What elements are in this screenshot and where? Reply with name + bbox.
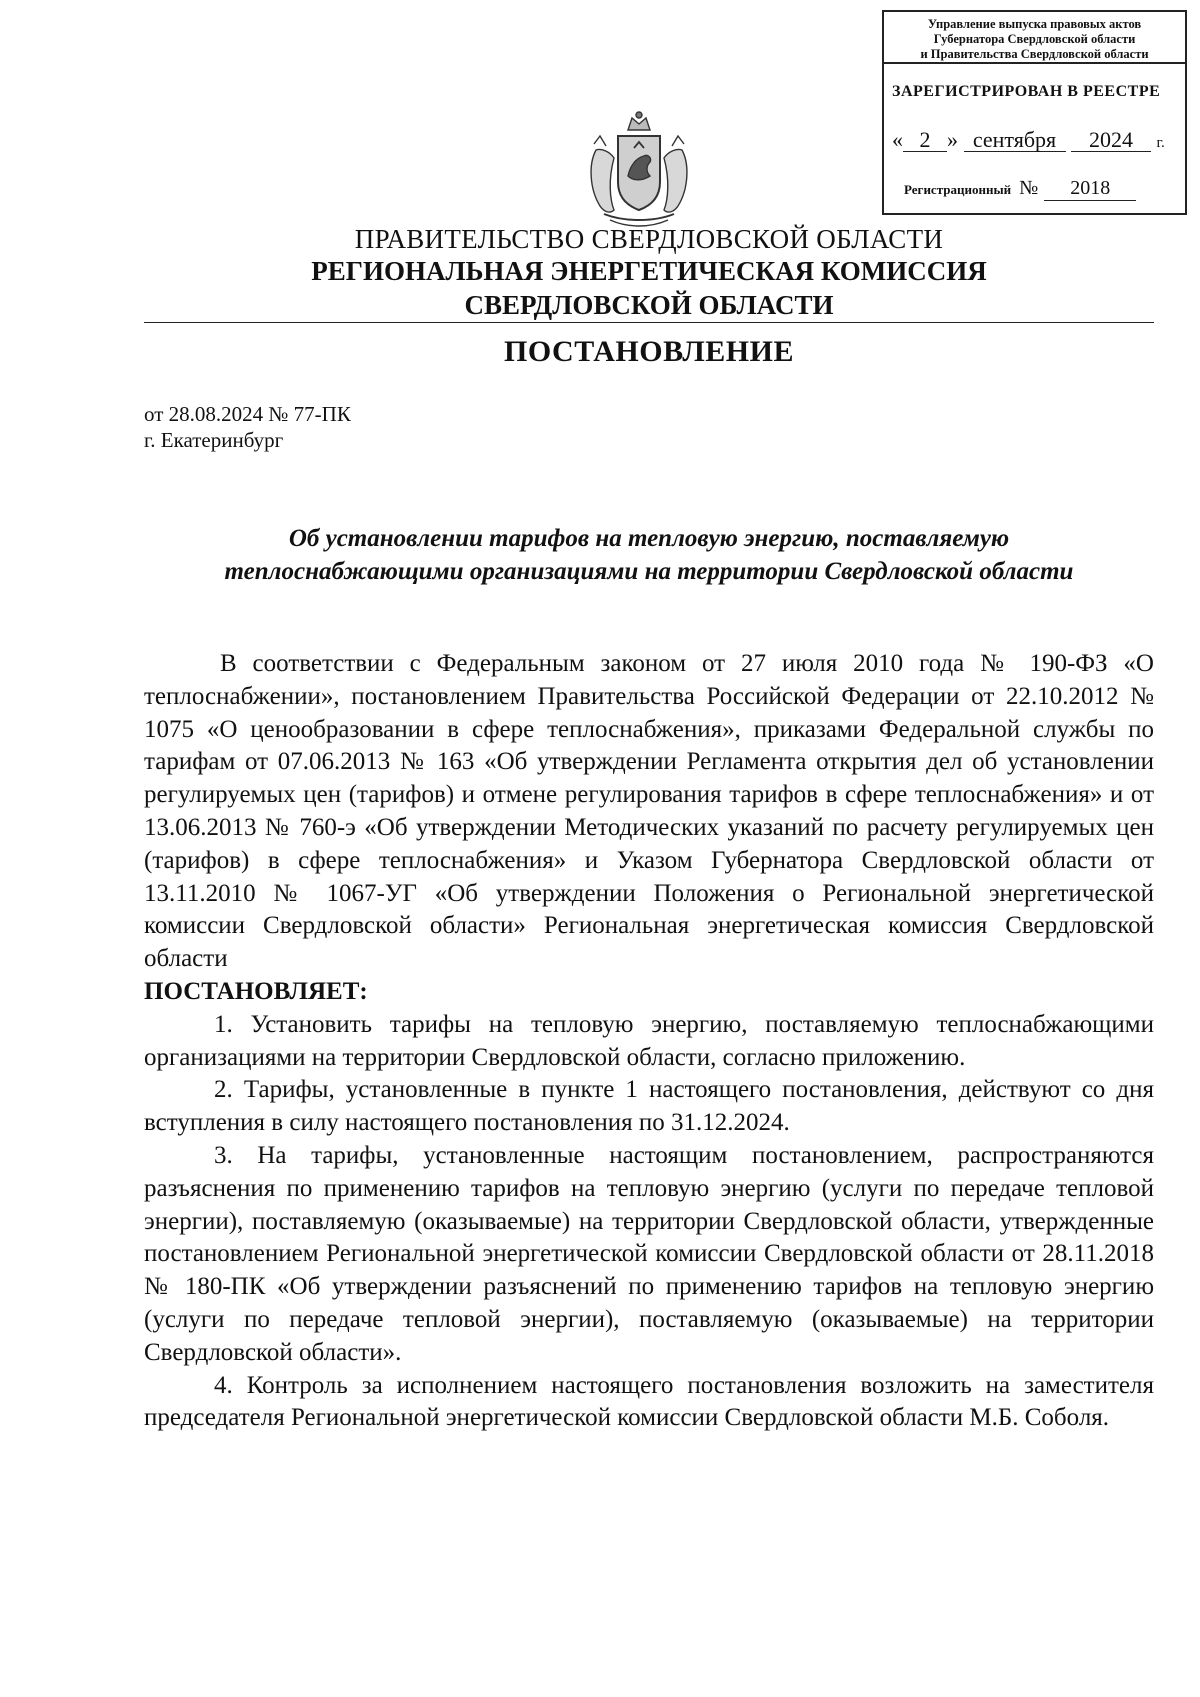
document-date-number: от 28.08.2024 № 77-ПК — [144, 402, 351, 426]
document-city: г. Екатеринбург — [144, 428, 284, 452]
title-line: теплоснабжающими организациями на территории Свердловской области — [224, 558, 1074, 585]
coat-of-arms-icon — [584, 110, 694, 232]
stamp-header — [884, 12, 1185, 64]
stamp-month: сентября — [964, 129, 1066, 152]
clause-3: 3. На тарифы, установленные настоящим постановлением, распространяются разъяснения по применению тарифов на тепловую энергию (услуги по передаче тепловой энергии), поставляемую (оказываемые) на территории Свердловской области, утвержденные постановлением Региональной энергетической комиссии Свердловской области от 28.11.2018 № 180-ПК «Об утверждении разъяснений по применению тарифов на тепловую энергию (услуги по передаче тепловой энергии), поставляемую (оказываемые) на территории Свердловской области». — [144, 1141, 1154, 1366]
commission-heading: РЕГИОНАЛЬНАЯ ЭНЕРГЕТИЧЕСКАЯ КОМИССИЯ — [311, 256, 987, 286]
document-type: ПОСТАНОВЛЕНИЕ — [504, 335, 794, 368]
document-title — [144, 522, 1154, 588]
stamp-reg-label: Регистрационный — [904, 182, 1012, 197]
header-divider — [144, 322, 1154, 323]
stamp-reg-number — [904, 177, 1136, 201]
preamble-paragraph: В соответствии с Федеральным законом от 27 июля 2010 года № 190-ФЗ «О теплоснабжении», постановлением Правительства Российской Федерации от 22.10.2012 № 1075 «О ценообразовании в сфере теплоснабжения», приказами Федеральной службы по тарифам от 07.06.2013 № 163 «Об утверждении Регламента открытия дел об установлении регулируемых цен (тарифов) и отмене регулирования тарифов в сфере теплоснабжения» и от 13.06.2013 № 760-э «Об утверждении Методических указаний по расчету регулируемых цен (тарифов) в сфере теплоснабжения» и Указом Губернатора Свердловской области от 13.11.2010 № 1067-УГ «Об утверждении Положения о Региональной энергетической комиссии Свердловской области» Региональная энергетическая комиссия Свердловской области — [144, 650, 1154, 973]
stamp-open-quote: « — [892, 127, 903, 152]
registration-stamp — [882, 10, 1187, 215]
stamp-header-line: Губернатора Свердловской области — [933, 32, 1136, 46]
clause-2: 2. Тарифы, установленные в пункте 1 настоящего постановления, действуют со дня вступления в силу настоящего постановления по 31.12.2024. — [144, 1076, 1154, 1137]
clause-1: 1. Установить тарифы на тепловую энергию, поставляемую теплоснабжающими организациями на территории Свердловской области, согласно приложению. — [144, 1010, 1154, 1071]
document-body — [144, 648, 1154, 1435]
stamp-num-sign: № — [1019, 177, 1039, 199]
clause-4: 4. Контроль за исполнением настоящего постановления возложить на заместителя председателя Региональной энергетической комиссии Свердловской области М.Б. Соболя. — [144, 1371, 1154, 1432]
stamp-year-suffix: г. — [1156, 135, 1165, 151]
stamp-date — [892, 127, 1165, 153]
government-heading: ПРАВИТЕЛЬСТВО СВЕРДЛОВСКОЙ ОБЛАСТИ — [354, 224, 944, 254]
stamp-header-line: Управление выпуска правовых актов — [927, 17, 1142, 31]
stamp-year: 2024 — [1071, 129, 1151, 152]
stamp-day: 2 — [903, 129, 947, 152]
stamp-reg-number-value: 2018 — [1044, 177, 1136, 201]
stamp-close-quote: » — [947, 127, 958, 152]
region-heading: СВЕРДЛОВСКОЙ ОБЛАСТИ — [464, 290, 834, 320]
stamp-registered-label: ЗАРЕГИСТРИРОВАН В РЕЕСТРЕ — [892, 83, 1161, 100]
decree-word: ПОСТАНОВЛЯЕТ: — [144, 977, 368, 1005]
title-line: Об установлении тарифов на тепловую энергию, поставляемую — [288, 525, 1010, 552]
stamp-header-line: и Правительства Свердловской области — [920, 47, 1149, 61]
